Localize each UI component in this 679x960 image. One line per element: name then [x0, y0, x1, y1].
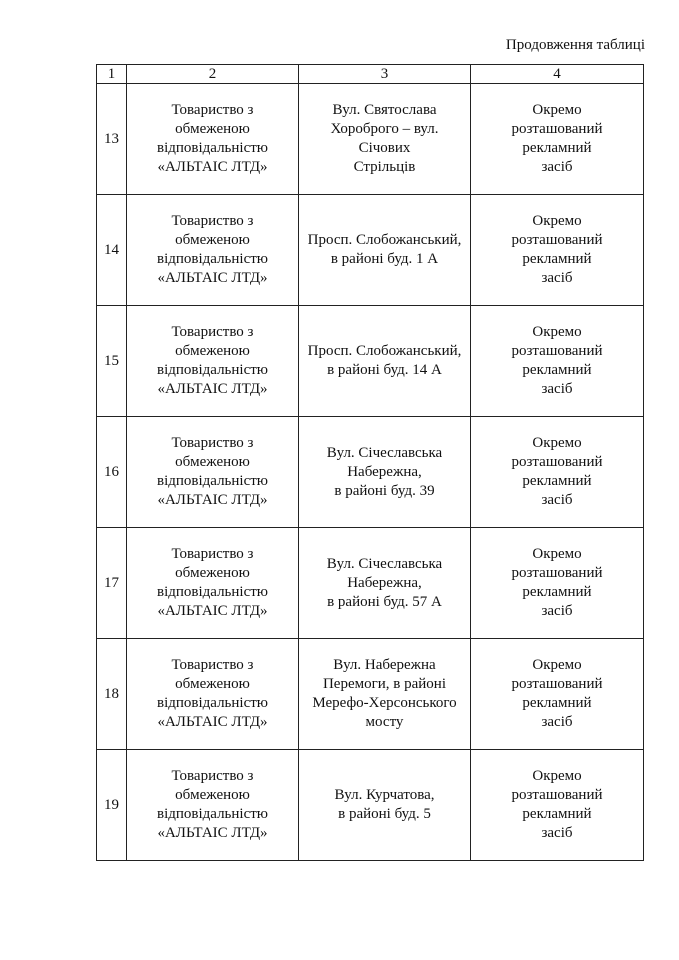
- table-row: [97, 639, 644, 750]
- header-cell-4: 4: [471, 65, 644, 84]
- row-number: 15: [97, 306, 127, 417]
- table-row: [97, 528, 644, 639]
- row-number: 19: [97, 750, 127, 861]
- row-number: 13: [97, 84, 127, 195]
- table-row: [97, 195, 644, 306]
- row-number: 14: [97, 195, 127, 306]
- owner-cell: Товариство з обмеженою відповідальністю «АЛЬТАІС ЛТД»: [127, 84, 299, 195]
- type-cell: Окремо розташований рекламний засіб: [471, 750, 644, 861]
- header-cell-3: 3: [299, 65, 471, 84]
- address-cell: Просп. Слобожанський, в районі буд. 14 А: [299, 306, 471, 417]
- address-cell: Вул. Святослава Хороброго – вул. Січових Стрільців: [299, 84, 471, 195]
- address-cell: Просп. Слобожанський, в районі буд. 1 А: [299, 195, 471, 306]
- header-cell-2: 2: [127, 65, 299, 84]
- table-row: [97, 750, 644, 861]
- address-cell: Вул. Набережна Перемоги, в районі Мерефо-Херсонського мосту: [299, 639, 471, 750]
- type-cell: Окремо розташований рекламний засіб: [471, 417, 644, 528]
- row-number: 18: [97, 639, 127, 750]
- owner-cell: Товариство з обмеженою відповідальністю «АЛЬТАІС ЛТД»: [127, 639, 299, 750]
- type-cell: Окремо розташований рекламний засіб: [471, 639, 644, 750]
- row-number: 16: [97, 417, 127, 528]
- address-cell: Вул. Січеславська Набережна, в районі буд. 39: [299, 417, 471, 528]
- table-row: [97, 417, 644, 528]
- owner-cell: Товариство з обмеженою відповідальністю «АЛЬТАІС ЛТД»: [127, 528, 299, 639]
- header-row: [97, 65, 644, 84]
- type-cell: Окремо розташований рекламний засіб: [471, 528, 644, 639]
- table-row: [97, 306, 644, 417]
- type-cell: Окремо розташований рекламний засіб: [471, 84, 644, 195]
- type-cell: Окремо розташований рекламний засіб: [471, 195, 644, 306]
- owner-cell: Товариство з обмеженою відповідальністю «АЛЬТАІС ЛТД»: [127, 750, 299, 861]
- address-cell: Вул. Курчатова, в районі буд. 5: [299, 750, 471, 861]
- owner-cell: Товариство з обмеженою відповідальністю «АЛЬТАІС ЛТД»: [127, 306, 299, 417]
- header-cell-1: 1: [97, 65, 127, 84]
- owner-cell: Товариство з обмеженою відповідальністю «АЛЬТАІС ЛТД»: [127, 195, 299, 306]
- continuation-note: Продовження таблиці: [505, 37, 645, 53]
- owner-cell: Товариство з обмеженою відповідальністю «АЛЬТАІС ЛТД»: [127, 417, 299, 528]
- table-row: [97, 84, 644, 195]
- type-cell: Окремо розташований рекламний засіб: [471, 306, 644, 417]
- address-cell: Вул. Січеславська Набережна, в районі буд. 57 А: [299, 528, 471, 639]
- advertising-table: [96, 64, 644, 861]
- row-number: 17: [97, 528, 127, 639]
